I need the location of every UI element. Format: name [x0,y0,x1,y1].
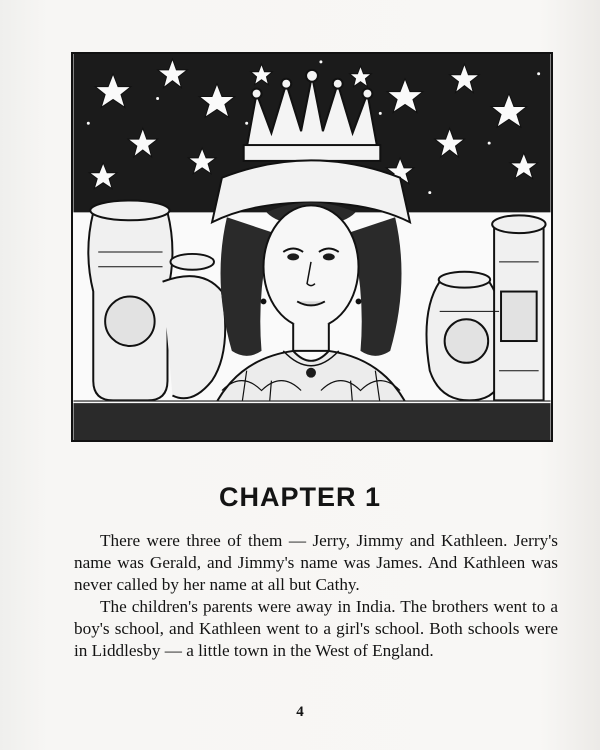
paragraph: The children's parents were away in India. The brothers went to a boy's school, and Kathleen went to a girl's school. Both schools were in Liddlesby — a little town in the West of England. [74,597,558,660]
chapter-title: CHAPTER 1 [218,482,382,512]
girl-with-crown-illustration [73,54,551,440]
chapter-body [74,530,558,662]
page-number: 4 [296,704,304,720]
paragraph: There were three of them — Jerry, Jimmy and Kathleen. Jerry's name was Gerald, and Jimmy's name was James. And Kathleen was never called by her name at all but Cathy. [74,531,558,594]
chapter-illustration [71,52,553,442]
